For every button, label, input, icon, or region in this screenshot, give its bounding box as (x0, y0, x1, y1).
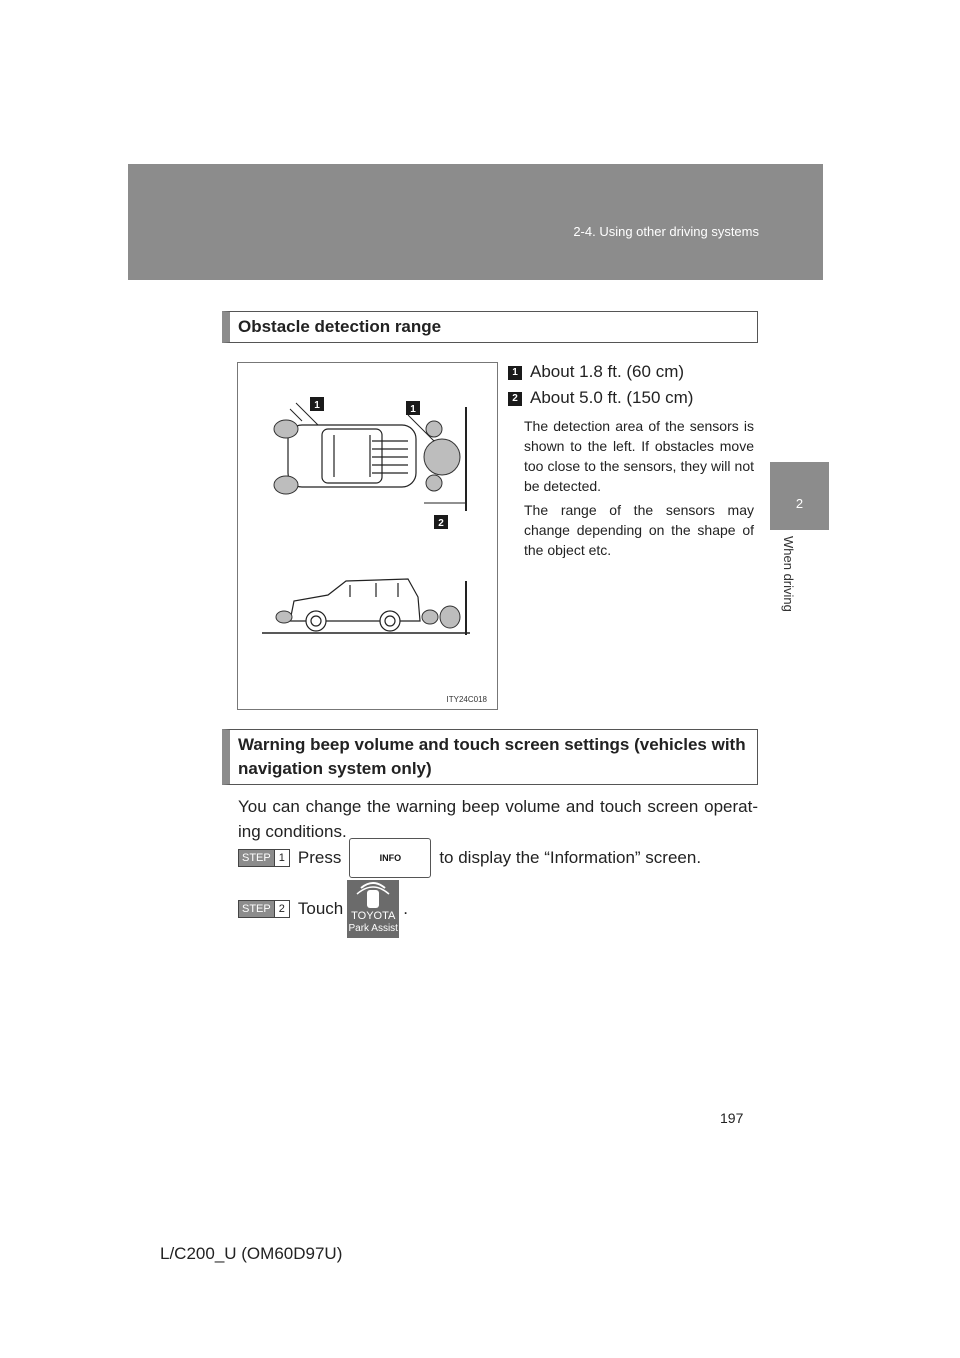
car-top-view-icon (288, 425, 416, 487)
chapter-label: When driving (781, 536, 796, 612)
legend-number: 2 (508, 392, 522, 406)
step-2-after: . (403, 899, 408, 918)
step-2-before: Touch (297, 899, 344, 918)
chapter-number: 2 (795, 496, 804, 511)
car-side-view-icon (290, 579, 420, 631)
svg-text:2: 2 (438, 518, 444, 529)
header-band (128, 164, 823, 280)
page-number: 197 (720, 1110, 744, 1126)
detection-range-figure (237, 362, 498, 710)
document-code: L/C200_U (OM60D97U) (160, 1244, 343, 1263)
step-1-before: Press (297, 848, 342, 867)
svg-text:1: 1 (410, 404, 416, 415)
callout-1a (310, 397, 324, 411)
figure-code: ITY24C018 (446, 695, 487, 704)
note-detection-area: The detection area of the sensors is shown to the left. If obstacles move too close to the sensors, they will not be detected. (524, 418, 754, 494)
warning-beep-heading: Warning beep volume and touch screen settings (vehicles with navigation system only) (222, 729, 758, 785)
intro-text: You can change the warning beep volume and touch screen operat-ing conditions. (238, 797, 758, 841)
legend-text: About 5.0 ft. (150 cm) (530, 388, 694, 407)
chapter-tab (770, 462, 829, 530)
step-1-after: to display the “Information” screen. (439, 848, 702, 867)
sensor-waves-icon (347, 880, 399, 910)
note-sensor-range: The range of the sensors may change depending on the shape of the object etc. (524, 502, 754, 558)
section-title: 2-4. Using other driving systems (573, 224, 759, 239)
svg-text:1: 1 (314, 400, 320, 411)
step-badge: STEP 1 (238, 849, 290, 867)
legend-item-1 (508, 362, 684, 382)
legend-item-2 (508, 388, 693, 408)
step-2 (238, 880, 408, 938)
obstacle-range-heading: Obstacle detection range (222, 311, 758, 343)
legend-number: 1 (508, 366, 522, 380)
step-badge: STEP 2 (238, 900, 290, 918)
rear-sensor-lobes-icon (424, 421, 460, 491)
park-assist-icon: TOYOTA Park Assist (347, 880, 399, 938)
callout-2 (434, 515, 448, 529)
detection-diagram (238, 363, 497, 709)
callout-1b (406, 401, 420, 415)
legend-text: About 1.8 ft. (60 cm) (530, 362, 685, 381)
info-button-icon: INFO (349, 838, 431, 878)
step-1 (238, 838, 701, 878)
